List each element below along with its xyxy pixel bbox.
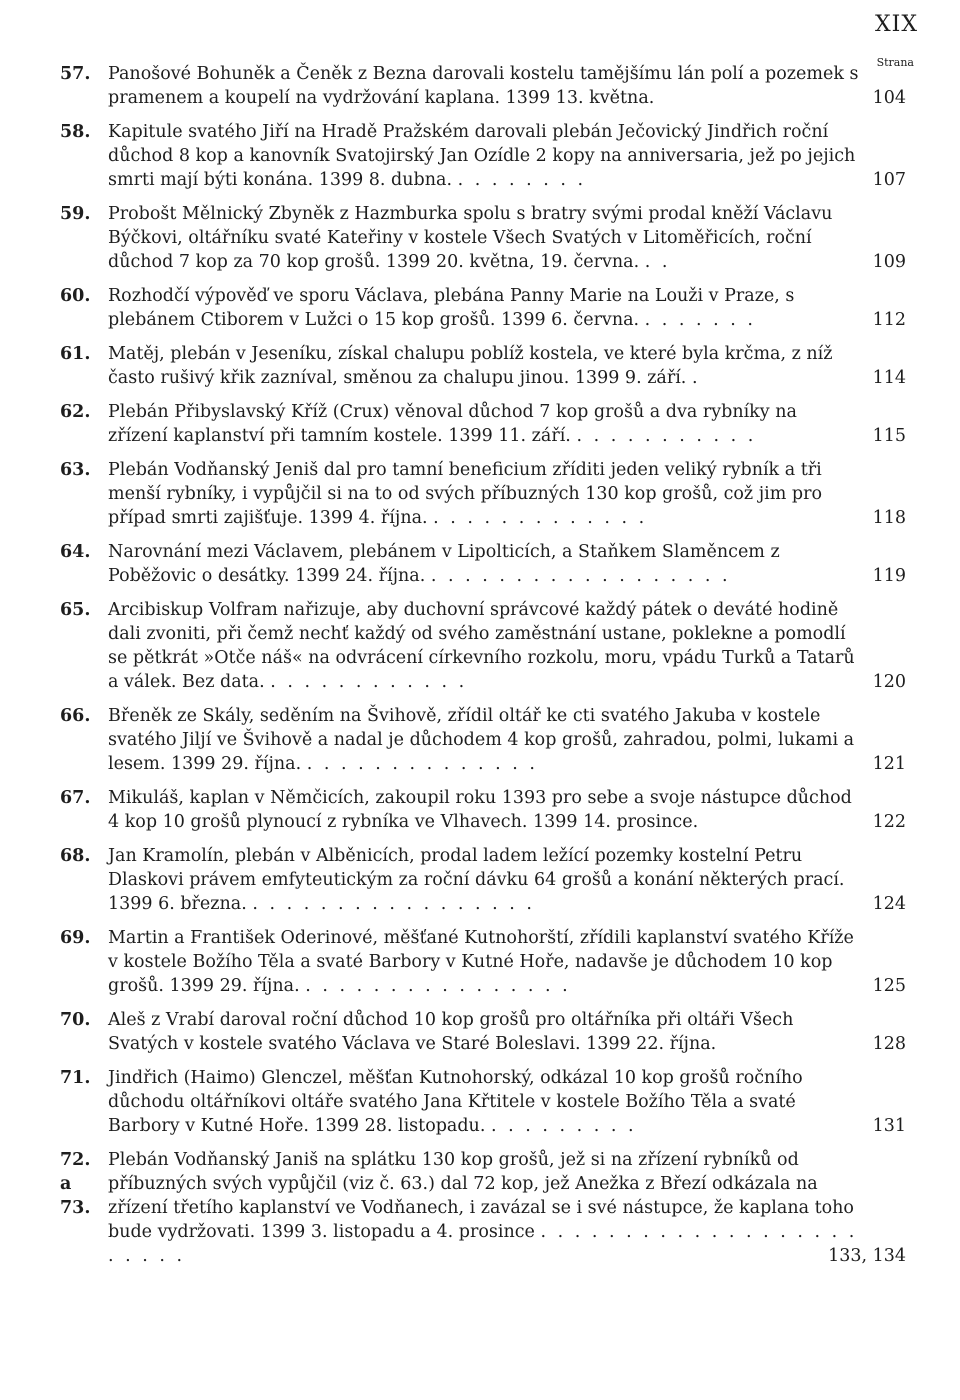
list-item (60, 926, 906, 998)
page-column-label: Strana (876, 56, 914, 69)
list-item (60, 704, 906, 776)
entry-number: 70. (60, 1010, 91, 1030)
dot-leader: . . . . . . . . . (490, 1116, 637, 1136)
dot-leader: . . . . . . . . . . . (576, 426, 757, 446)
dot-leader: . . . . . . . . . . . . . . (306, 754, 538, 774)
list-item (60, 786, 906, 834)
entry-page-number: 122 (872, 812, 906, 832)
entry-body: Kapitule svatého Jiří na Hradě Pražském darovali plebán Ječovický Jindřich roční důchod 8 kop a kanovník Svatojirský Jan Ozídle 2 kopy na anniversaria, jež po jejich smrti mají býti konána. 1399 8. dubna. (108, 122, 856, 190)
entry-page-number: 107 (872, 170, 906, 190)
entry-text (108, 1066, 860, 1138)
entry-text (108, 62, 860, 110)
entry-page-number: 114 (872, 368, 906, 388)
dot-leader: . . . . . . . (644, 310, 756, 330)
entry-number: 60. (60, 286, 91, 306)
entry-text (108, 1008, 860, 1056)
list-item (60, 284, 906, 332)
entry-number: 68. (60, 846, 91, 866)
entry-page-number: 119 (872, 566, 906, 586)
list-item (60, 1066, 906, 1138)
entry-number: 62. (60, 402, 91, 422)
dot-leader: . . . . . . . . . . . . . . . . (305, 976, 571, 996)
entry-body: Plebán Vodňanský Jeniš dal pro tamní beneficium zříditi jeden veliký rybník a tři menší rybníky, i vypůjčil si na to od svých příbuzných 130 kop grošů, což jim pro případ smrti zajišťuje. 1399 4. října. (108, 460, 822, 528)
list-item (60, 202, 906, 274)
entry-text (108, 284, 860, 332)
entry-text (108, 844, 860, 916)
entry-page-number: 118 (872, 508, 906, 528)
entry-body: Jindřich (Haimo) Glenczel, měšťan Kutnohorský, odkázal 10 kop grošů ročního důchodu oltářníkovi oltáře svatého Jana Křtitele v kostele Božího Těla a svaté Barbory v Kutné Hoře. 1399 28. listopadu. (108, 1068, 803, 1136)
list-item (60, 120, 906, 192)
entry-number: 65. (60, 600, 91, 620)
entry-number: 58. (60, 122, 91, 142)
entry-page-number: 104 (872, 88, 906, 108)
list-item (60, 540, 906, 588)
entry-number: 57. (60, 64, 91, 84)
entry-number: 66. (60, 706, 91, 726)
entry-number: 69. (60, 928, 91, 948)
entry-number: 64. (60, 542, 91, 562)
list-item (60, 844, 906, 916)
list-item (60, 400, 906, 448)
dot-leader: . . . . . . . . . . . . . (433, 508, 648, 528)
entry-text (108, 598, 860, 694)
entry-page-number: 115 (872, 426, 906, 446)
entry-text (108, 1148, 860, 1268)
entry-text (108, 704, 860, 776)
dot-leader: . . (644, 252, 671, 272)
entry-body: Aleš z Vrabí daroval roční důchod 10 kop grošů pro oltářníka při oltáři Všech Svatých v kostele svatého Václava ve Staré Boleslavi. 1399 22. října. (108, 1010, 794, 1054)
dot-leader: . (691, 368, 701, 388)
entry-body: Jan Kramolín, plebán v Alběnicích, prodal ladem ležící pozemky kostelní Petru Dlaskovi právem emfyteutickým za roční dávku 64 grošů a konání některých prací. 1399 6. března. (108, 846, 845, 914)
entry-body: Arcibiskup Volfram nařizuje, aby duchovní správcové každý pátek o deváté hodině dali zvoniti, při čemž nechť každý od svého zaměstnání ustane, poklekne a pomodlí se pětkrát »Otče náš« na odvrácení církevního rozkolu, moru, vpádu Turků a Tatarů a válek. Bez data. (108, 600, 855, 692)
entry-body: Martin a František Oderinové, měšťané Kutnohorští, zřídili kaplanství svatého Kříže v kostele Božího Těla a svaté Barbory v Kutné Hoře, nadavše je důchodem 10 kop grošů. 1399 29. října. (108, 928, 854, 996)
entry-body: Břeněk ze Skály, seděním na Švihově, zřídil oltář ke cti svatého Jakuba v kostele svatého Jiljí ve Švihově a nadal je důchodem 4 kop grošů, zahradou, polmi, lukami a lesem. 1399 29. října. (108, 706, 855, 774)
entry-text (108, 120, 860, 192)
page-number: XIX (874, 12, 918, 37)
dot-leader: . . . . . . . . . . . . . . . . . (252, 894, 535, 914)
entry-text (108, 540, 860, 588)
list-item (60, 458, 906, 530)
dot-leader: . . . . . . . . . . . . . . . . . . (430, 566, 731, 586)
entry-body: Narovnání mezi Václavem, plebánem v Lipolticích, a Staňkem Slaměncem z Poběžovic o desátky. 1399 24. října. (108, 542, 780, 586)
list-item (60, 62, 906, 110)
entry-text (108, 458, 860, 530)
entry-number: 59. (60, 204, 91, 224)
entry-body: Rozhodčí výpověď ve sporu Václava, plebána Panny Marie na Louži v Praze, s plebánem Ctiborem v Lužci o 15 kop grošů. 1399 6. června. (108, 286, 795, 330)
entry-page-number: 133, 134 (828, 1246, 906, 1266)
entry-body: Plebán Vodňanský Janiš na splátku 130 kop grošů, jež si na zřízení rybníků od příbuzných svých vypůjčil (viz č. 63.) dal 72 kop, jež Anežka z Březí odkázala na zřízení třetího kaplanství ve Vodňanech, i zavázal se i své nástupce, že kaplana toho bude vydržovati. 1399 3. listopadu a 4. prosince (108, 1150, 854, 1242)
entry-page-number: 109 (872, 252, 906, 272)
dot-leader: . . . . . . . . (457, 170, 587, 190)
dot-leader: . . . . . . . . . . . . (270, 672, 468, 692)
entry-text (108, 342, 860, 390)
entry-text (108, 786, 860, 834)
entry-number: 61. (60, 344, 91, 364)
entry-page-number: 125 (872, 976, 906, 996)
entry-text (108, 400, 860, 448)
entry-page-number: 128 (872, 1034, 906, 1054)
entry-number: 72. a 73. (60, 1150, 91, 1218)
entry-page-number: 112 (872, 310, 906, 330)
entries-list (60, 62, 906, 1278)
entry-page-number: 121 (872, 754, 906, 774)
entry-number: 67. (60, 788, 91, 808)
entry-body: Matěj, plebán v Jeseníku, získal chalupu poblíž kostela, ve které byla krčma, z níž často rušivý křik zazníval, směnou za chalupu jinou. 1399 9. září. (108, 344, 833, 388)
dot-leader: . . . . . . . . . . . . . . . . . . . . . . . . (108, 1222, 858, 1266)
list-item (60, 1148, 906, 1268)
entry-text (108, 926, 860, 998)
entry-text (108, 202, 860, 274)
list-item (60, 342, 906, 390)
entry-body: Mikuláš, kaplan v Němčicích, zakoupil roku 1393 pro sebe a svoje nástupce důchod 4 kop 10 grošů plynoucí z rybníka ve Vlhavech. 1399 14. prosince. (108, 788, 852, 832)
entry-body: Probošt Mělnický Zbyněk z Hazmburka spolu s bratry svými prodal kněží Václavu Býčkovi, oltářníku svaté Kateřiny v kostele Všech Svatých v Litoměřicích, roční důchod 7 kop za 70 kop grošů. 1399 20. května, 19. června. (108, 204, 833, 272)
entry-number: 71. (60, 1068, 91, 1088)
entry-body: Panošové Bohuněk a Čeněk z Bezna darovali kostelu tamějšímu lán polí a pozemek s pramenem a koupelí na vydržování kaplana. 1399 13. května. (108, 64, 859, 108)
entry-body: Plebán Přibyslavský Kříž (Crux) věnoval důchod 7 kop grošů a dva rybníky na zřízení kaplanství při tamním kostele. 1399 11. září. (108, 402, 797, 446)
list-item (60, 1008, 906, 1056)
entry-page-number: 124 (872, 894, 906, 914)
entry-page-number: 120 (872, 672, 906, 692)
entry-page-number: 131 (872, 1116, 906, 1136)
list-item (60, 598, 906, 694)
entry-number: 63. (60, 460, 91, 480)
